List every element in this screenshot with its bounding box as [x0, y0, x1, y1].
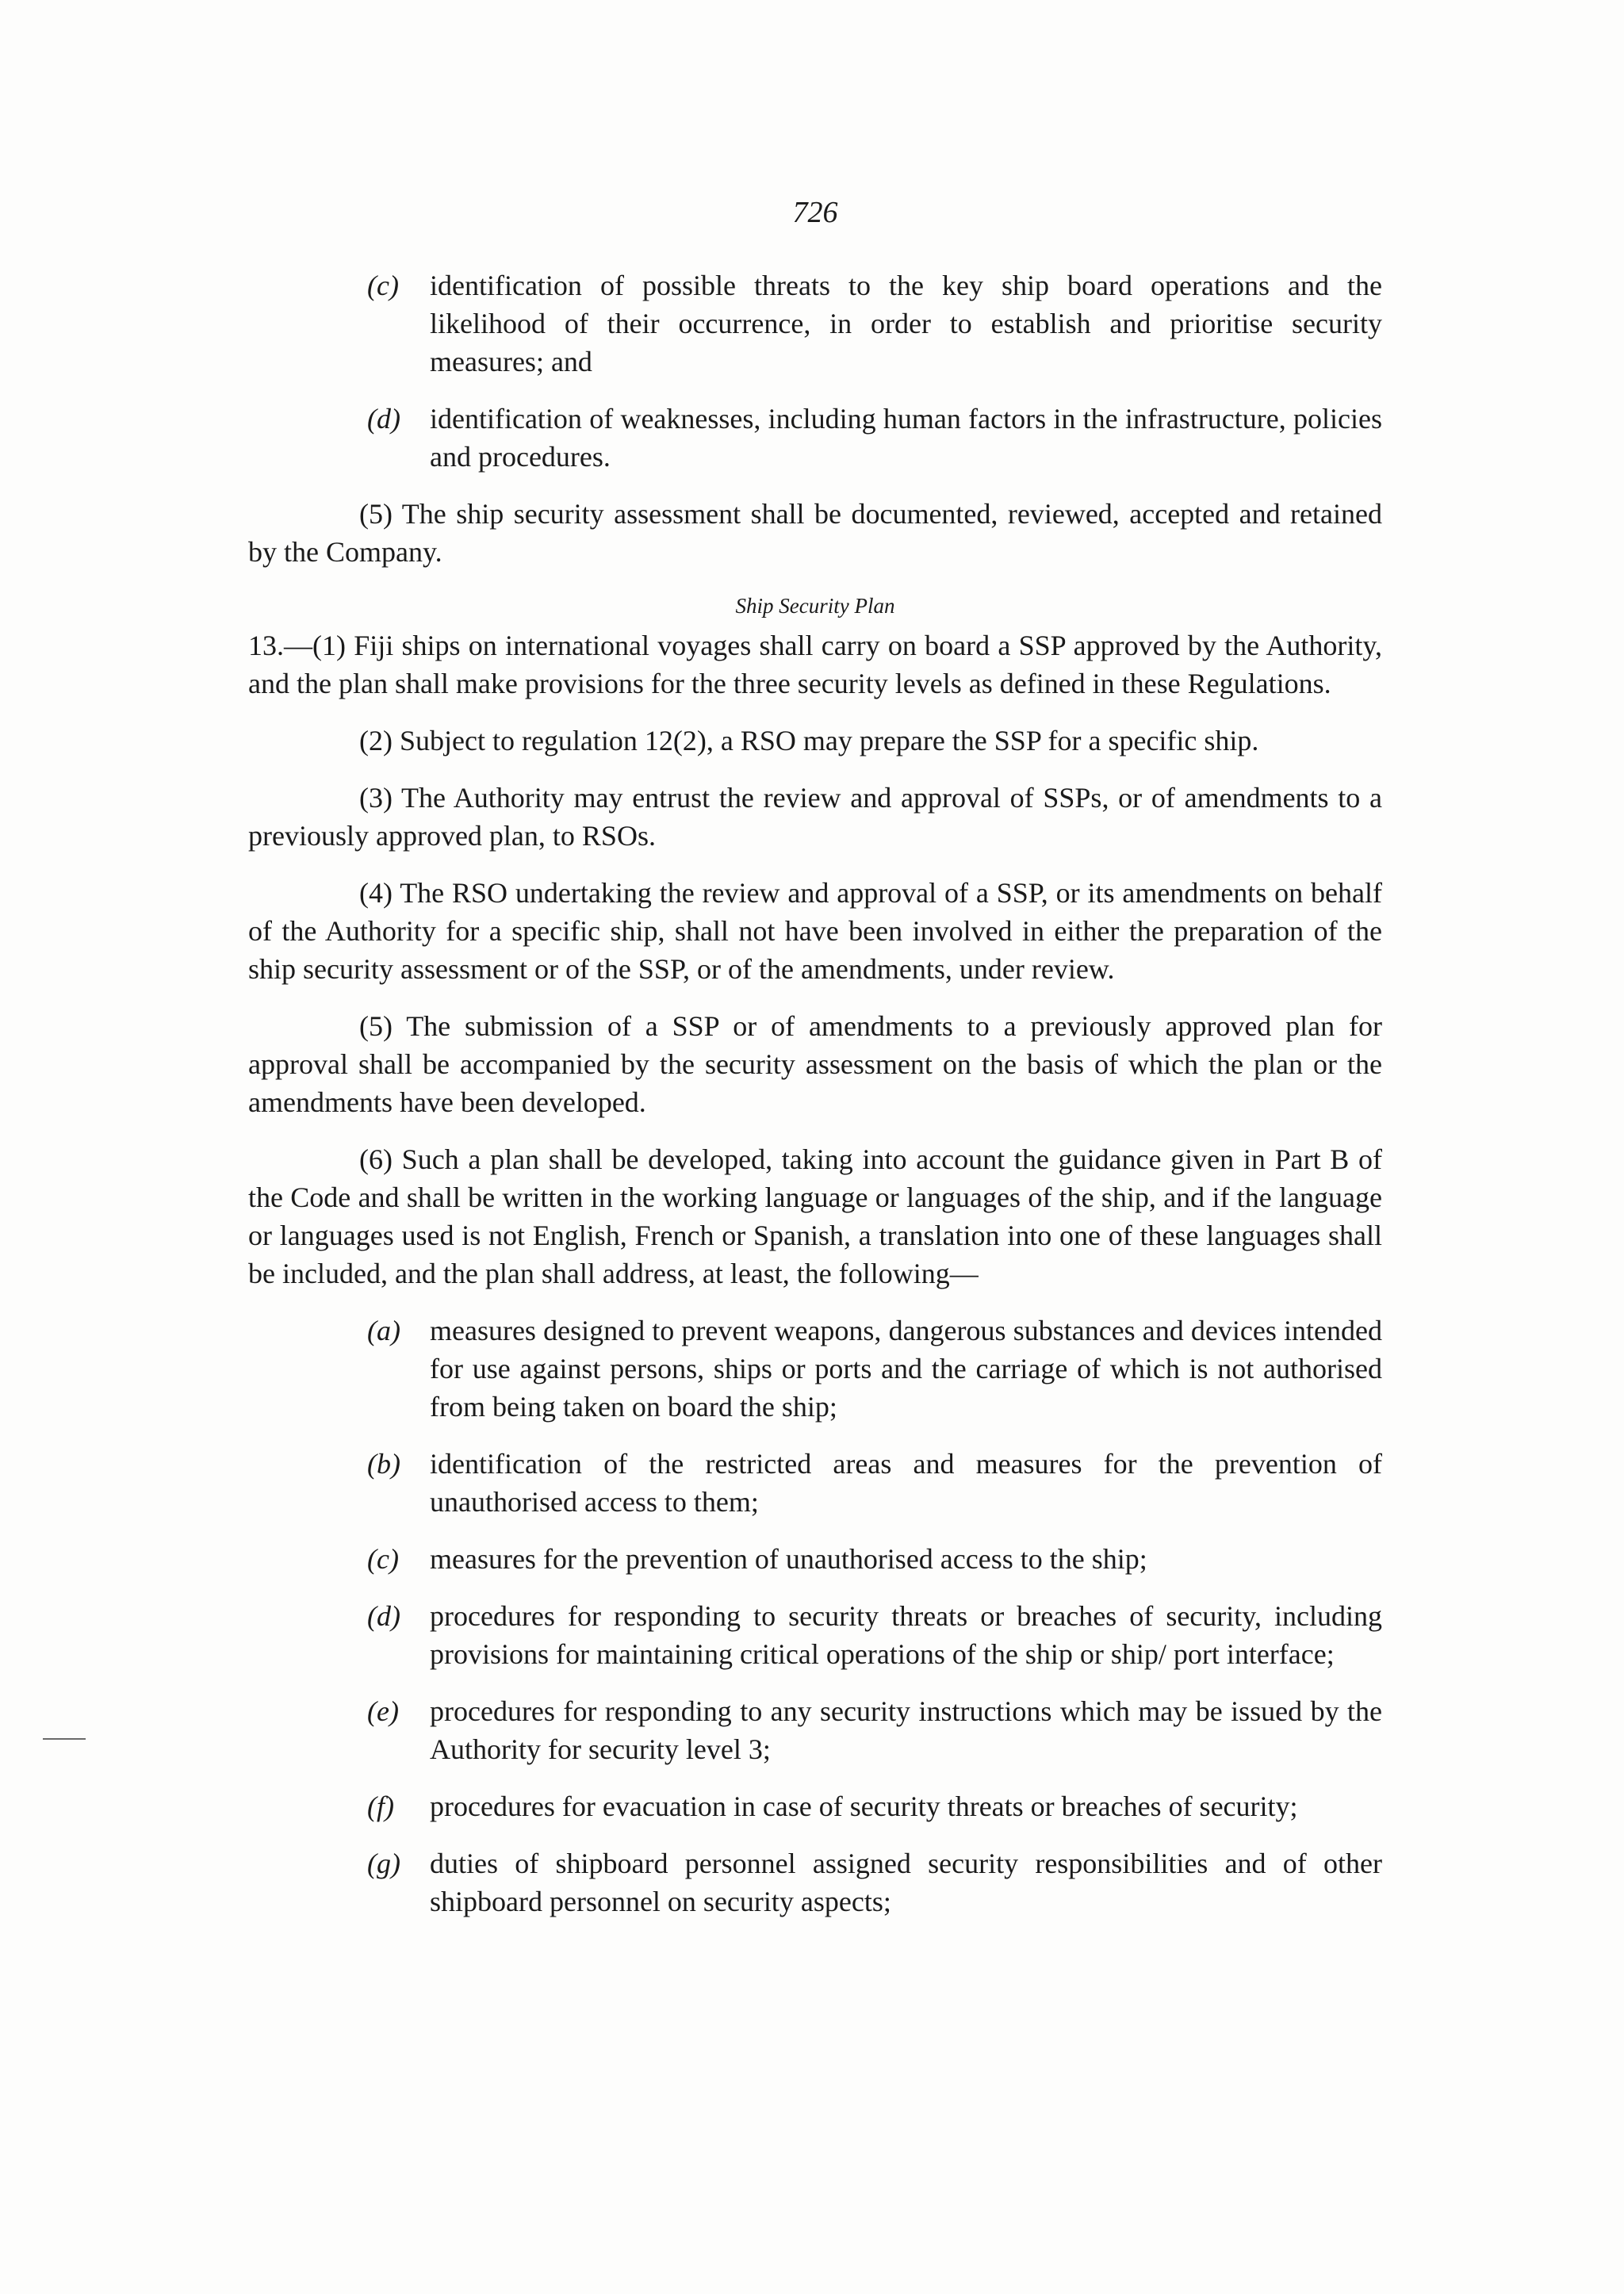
list-item: [248, 1597, 1382, 1673]
margin-rule: [43, 1738, 86, 1740]
item-text: identification of the restricted areas and measures for the prevention of unauthorised access to them;: [430, 1448, 1382, 1518]
section-heading: Ship Security Plan: [735, 594, 895, 618]
list-item: [248, 1540, 1382, 1578]
item-text: procedures for responding to security threats or breaches of security, including provisions for maintaining critical operations of the ship or ship/ port interface;: [430, 1600, 1382, 1670]
paragraph: (6) Such a plan shall be developed, taking into account the guidance given in Part B of the Code and shall be written in the working language or languages of the ship, and if the language or languages used is not English, French or Spanish, a translation into one of these languages shall be included, and the plan shall address, at least, the following—: [248, 1143, 1382, 1289]
item-text: procedures for responding to any security instructions which may be issued by the Authority for security level 3;: [430, 1695, 1382, 1765]
list-item: [248, 1844, 1382, 1921]
item-marker: (c): [367, 1543, 399, 1575]
paragraph: (2) Subject to regulation 12(2), a RSO may prepare the SSP for a specific ship.: [359, 725, 1259, 756]
item-marker: (f): [367, 1790, 394, 1822]
list-item: [248, 400, 1382, 476]
item-marker: (g): [367, 1848, 400, 1879]
item-marker: (d): [367, 1600, 400, 1632]
item-marker: (d): [367, 403, 400, 435]
item-marker: (c): [367, 270, 399, 301]
item-text: measures for the prevention of unauthorised access to the ship;: [430, 1543, 1147, 1575]
paragraph: (3) The Authority may entrust the review and approval of SSPs, or of amendments to a previously approved plan, to RSOs.: [248, 782, 1382, 852]
list-item: [248, 1787, 1382, 1825]
list-item: [248, 1445, 1382, 1521]
item-text: measures designed to prevent weapons, dangerous substances and devices intended for use against persons, ships or ports and the carriage of which is not authorised from being taken on board the ship;: [430, 1315, 1382, 1423]
page-content: [248, 193, 1382, 1940]
item-marker: (b): [367, 1448, 400, 1480]
list-item: [248, 266, 1382, 381]
page-number: 726: [792, 196, 838, 229]
paragraph: 13.—(1) Fiji ships on international voyages shall carry on board a SSP approved by the Authority, and the plan shall make provisions for the three security levels as defined in these Regulations.: [248, 630, 1382, 699]
item-marker: (e): [367, 1695, 399, 1727]
item-text: identification of possible threats to the key ship board operations and the likelihood of their occurrence, in order to establish and prioritise security measures; and: [430, 270, 1382, 377]
item-text: procedures for evacuation in case of security threats or breaches of security;: [430, 1790, 1298, 1822]
list-item: [248, 1312, 1382, 1426]
item-text: identification of weaknesses, including human factors in the infrastructure, policies and procedures.: [430, 403, 1382, 473]
paragraph: (5) The ship security assessment shall be documented, reviewed, accepted and retained by the Company.: [248, 498, 1382, 568]
paragraph: (5) The submission of a SSP or of amendments to a previously approved plan for approval shall be accompanied by the security assessment on the basis of which the plan or the amendments have been developed.: [248, 1010, 1382, 1118]
item-marker: (a): [367, 1315, 400, 1346]
list-item: [248, 1692, 1382, 1768]
item-text: duties of shipboard personnel assigned security responsibilities and of other shipboard personnel on security aspects;: [430, 1848, 1382, 1917]
paragraph: (4) The RSO undertaking the review and approval of a SSP, or its amendments on behalf of the Authority for a specific ship, shall not have been involved in either the preparation of the ship security assessment or of the SSP, or of the amendments, under review.: [248, 877, 1382, 985]
